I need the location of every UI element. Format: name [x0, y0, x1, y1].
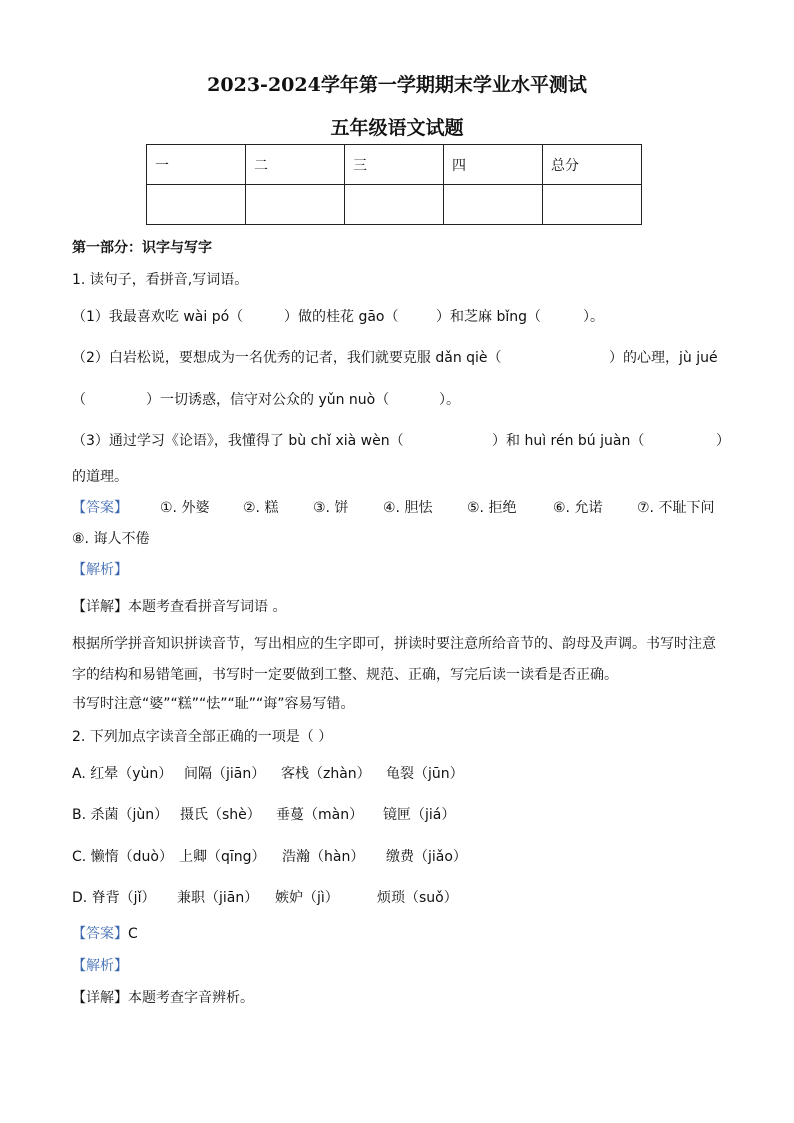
q2-option-a-word-1: A. 红晕（yùn） — [72, 766, 173, 782]
q1-answer-tag: 【答案】 — [72, 500, 128, 516]
q2-detail — [72, 987, 254, 1007]
q1-s2-part-d: ）一切诱惑，信守对公众的 yǔn nuò（ — [146, 392, 390, 408]
q2-option-c-word-4: 缴费（jiǎo） — [386, 849, 467, 865]
q2-option-b-word-4: 镜匣（jiá） — [383, 807, 456, 823]
q1-stem: 1. 读句子，看拼音,写词语。 — [72, 272, 249, 288]
q2-detail-text: 本题考查字音辨析。 — [128, 990, 254, 1006]
q2-option-a-word-3: 客栈（zhàn） — [281, 766, 371, 782]
q2-analysis-tag: 【解析】 — [72, 958, 128, 974]
score-header-total: 总分 — [543, 145, 642, 185]
q2-option-b-word-1: B. 杀菌（jùn） — [72, 807, 169, 823]
q2-stem: 2. 下列加点字读音全部正确的一项是（ ） — [72, 729, 333, 745]
q2-option-c-word-1: C. 懒惰（duò） — [72, 849, 174, 865]
q1-s1-part-b: ）做的桂花 gāo（ — [284, 309, 399, 325]
q1-s2-part-a: （2）白岩松说，要想成为一名优秀的记者，我们就要克服 dǎn qiè（ — [72, 350, 502, 366]
q1-s2-part-e: ）。 — [439, 392, 460, 408]
q2-option-c-word-3: 浩瀚（hàn） — [282, 849, 365, 865]
q1-detail-tag: 【详解】 — [72, 599, 128, 615]
q2-option-d-word-2: 兼职（jiān） — [177, 890, 259, 906]
score-table — [146, 144, 642, 225]
q1-s3-part-a: （3）通过学习《论语》，我懂得了 bù chǐ xià wèn（ — [72, 433, 404, 449]
q1-answer-1: ①. 外婆 — [160, 500, 210, 516]
score-cell-4[interactable] — [444, 185, 543, 225]
q1-s3-part-c: ） — [716, 433, 730, 449]
q1-answer-3: ③. 饼 — [313, 500, 349, 516]
q2-option-a-word-4: 龟裂（jūn） — [386, 766, 464, 782]
q2-answer-tag: 【答案】 — [72, 926, 128, 942]
q2-option-d-word-3: 嫉妒（jì） — [275, 890, 339, 906]
q1-s1-part-d: ）。 — [583, 309, 604, 325]
exam-title: 2023-2024学年第一学期期末学业水平测试 — [207, 74, 587, 96]
q1-answer-2: ②. 糕 — [243, 500, 279, 516]
q2-option-b-word-3: 垂蔓（màn） — [276, 807, 364, 823]
score-header-1: 一 — [147, 145, 246, 185]
score-table-header-row — [147, 145, 642, 185]
score-cell-3[interactable] — [345, 185, 444, 225]
q2-option-d-word-1: D. 脊背（jǐ） — [72, 890, 156, 906]
score-cell-2[interactable] — [246, 185, 345, 225]
q1-detail — [72, 596, 286, 616]
q1-answer-6: ⑥. 允诺 — [553, 500, 603, 516]
part1-heading: 第一部分：识字与写字 — [72, 240, 212, 256]
q1-answer-5: ⑤. 拒绝 — [467, 500, 517, 516]
q1-s2-part-c: （ — [72, 392, 86, 408]
exam-subtitle: 五年级语文试题 — [330, 117, 464, 139]
q2-detail-tag: 【详解】 — [72, 990, 128, 1006]
q1-answer-8: ⑧. 诲人不倦 — [72, 531, 150, 547]
score-table-value-row — [147, 185, 642, 225]
q1-explanation-para2: 书写时注意“婆”“糕”“怯”“耻”“诲”容易写错。 — [72, 696, 355, 712]
q1-s1-part-a: （1）我最喜欢吃 wài pó（ — [72, 309, 244, 325]
q1-detail-text: 本题考查看拼音写词语 。 — [128, 599, 287, 615]
q2-answer — [72, 923, 138, 943]
q1-explanation-para1: 根据所学拼音知识拼读音节，写出相应的生字即可，拼读时要注意所给音节的、韵母及声调。书写时注意字的结构和易错笔画，书写时一定要做到工整、规范、正确，写完后读一读看是否正确。 — [72, 636, 716, 683]
q1-s1-part-c: ）和芝麻 bǐng（ — [436, 309, 541, 325]
q2-option-a-word-2: 间隔（jiān） — [184, 766, 266, 782]
score-header-4: 四 — [444, 145, 543, 185]
score-header-3: 三 — [345, 145, 444, 185]
q1-answer-4: ④. 胆怯 — [383, 500, 433, 516]
q2-option-b-word-2: 摄氏（shè） — [180, 807, 261, 823]
score-header-2: 二 — [246, 145, 345, 185]
q1-s3-part-b: ）和 huì rén bú juàn（ — [492, 433, 645, 449]
q2-option-d-word-4: 烦琐（suǒ） — [377, 890, 458, 906]
score-cell-1[interactable] — [147, 185, 246, 225]
q1-analysis-tag: 【解析】 — [72, 562, 128, 578]
q1-s3-part-d: 的道理。 — [72, 469, 128, 485]
q2-answer-value: C — [128, 926, 138, 942]
q2-option-c-word-2: 上卿（qīng） — [179, 849, 266, 865]
q1-answer-7: ⑦. 不耻下问 — [637, 500, 715, 516]
q1-s2-part-b: ）的心理，jù jué — [609, 350, 718, 366]
score-cell-total[interactable] — [543, 185, 642, 225]
